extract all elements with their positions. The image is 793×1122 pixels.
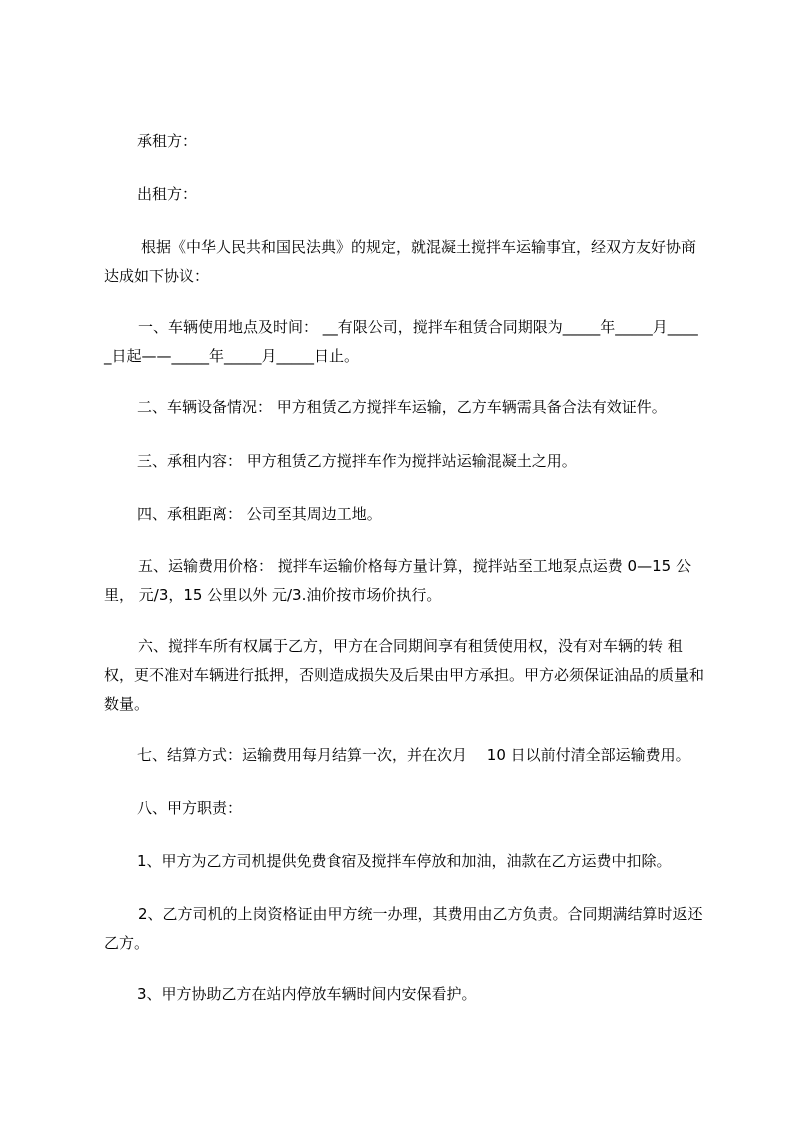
clause-3: 三、承租内容： 甲方租赁乙方搅拌车作为搅拌站运输混凝土之用。 <box>137 452 577 470</box>
clause-7: 七、结算方式：运输费用每月结算一次，并在次月 10 日以前付清全部运输费用。 <box>137 746 691 764</box>
intro-paragraph: 根据《中华人民共和国民法典》的规定，就混凝土搅拌车运输事宜，经双方友好协商达成如下协议： <box>104 238 697 285</box>
lessor-label: 出租方： <box>137 185 198 203</box>
clause-8: 八、甲方职责： <box>137 799 243 817</box>
duty-2: 2、乙方司机的上岗资格证由甲方统一办理，其费用由乙方负责。合同期满结算时返还乙方。 <box>104 905 703 952</box>
lessee-label: 承租方： <box>137 132 198 150</box>
clause-4: 四、承租距离： 公司至其周边工地。 <box>137 505 382 523</box>
clause-1: 一、车辆使用地点及时间： __有限公司，搅拌车租赁合同期限为_____年_____月_____日起——_____年_____月_____日止。 <box>104 318 698 365</box>
clause-2: 二、车辆设备情况： 甲方租赁乙方搅拌车运输，乙方车辆需具备合法有效证件。 <box>137 398 667 416</box>
clause-5: 五、运输费用价格： 搅拌车运输价格每方量计算，搅拌站至工地泵点运费 0—15 公里， 元/3，15 公里以外 元/3.油价按市场价执行。 <box>104 557 691 604</box>
duty-1: 1、甲方为乙方司机提供免费食宿及搅拌车停放和加油，油款在乙方运费中扣除。 <box>137 852 672 870</box>
clause-6: 六、搅拌车所有权属于乙方，甲方在合同期间享有租赁使用权，没有对车辆的转 租权，更不准对车辆进行抵押，否则造成损失及后果由甲方承担。甲方必须保证油品的质量和数量。 <box>104 637 705 713</box>
duty-3: 3、甲方协助乙方在站内停放车辆时间内安保看护。 <box>137 985 477 1003</box>
